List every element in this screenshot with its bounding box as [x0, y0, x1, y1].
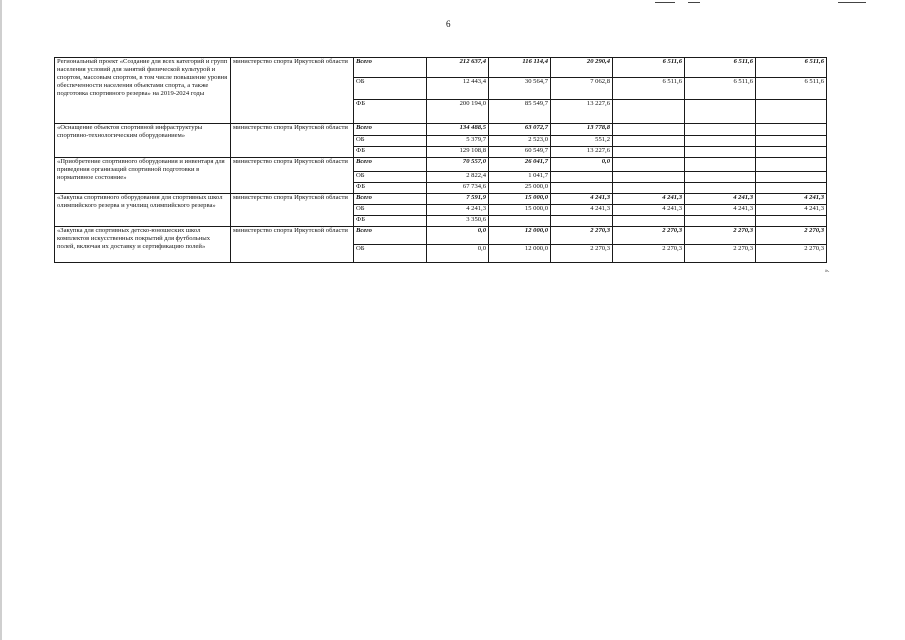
scan-mark — [655, 2, 675, 3]
executor-cell: министерство спорта Иркутской области — [231, 227, 354, 263]
amount-cell: 4 241,3 — [685, 194, 756, 205]
executor-cell: министерство спорта Иркутской области — [231, 58, 354, 124]
amount-cell: 212 637,4 — [427, 58, 489, 78]
amount-cell: 4 241,3 — [613, 205, 685, 216]
amount-cell: 5 379,7 — [427, 136, 489, 147]
amount-cell: 7 062,8 — [551, 78, 613, 100]
program-name-cell: «Приобретение спортивного оборудования и инвентаря для приведения организаций спортивной подготовки в нормативное состояние» — [55, 158, 231, 194]
funding-source-cell: ОБ — [354, 205, 427, 216]
amount-cell — [756, 124, 827, 136]
amount-cell — [613, 172, 685, 183]
amount-cell: 4 241,3 — [551, 205, 613, 216]
amount-cell: 0,0 — [427, 227, 489, 245]
amount-cell: 30 564,7 — [489, 78, 551, 100]
amount-cell: 12 000,0 — [489, 227, 551, 245]
amount-cell — [685, 216, 756, 227]
funding-source-cell: Всего — [354, 124, 427, 136]
amount-cell: 6 511,6 — [685, 58, 756, 78]
amount-cell: 6 511,6 — [756, 58, 827, 78]
table-row — [55, 124, 827, 136]
amount-cell — [756, 183, 827, 194]
table-row — [55, 158, 827, 172]
table-row — [55, 58, 827, 78]
amount-cell — [551, 183, 613, 194]
scan-mark — [838, 2, 866, 3]
amount-cell: 15 000,0 — [489, 205, 551, 216]
amount-cell: 0,0 — [427, 245, 489, 263]
amount-cell — [613, 158, 685, 172]
amount-cell — [685, 158, 756, 172]
amount-cell — [613, 183, 685, 194]
amount-cell: 2 270,3 — [613, 245, 685, 263]
amount-cell — [756, 172, 827, 183]
amount-cell: 60 549,7 — [489, 147, 551, 158]
amount-cell: 4 241,3 — [613, 194, 685, 205]
amount-cell — [685, 100, 756, 124]
executor-cell: министерство спорта Иркутской области — [231, 194, 354, 227]
amount-cell: 6 511,6 — [613, 58, 685, 78]
funding-source-cell: ФБ — [354, 147, 427, 158]
amount-cell: 13 227,6 — [551, 147, 613, 158]
amount-cell — [613, 136, 685, 147]
amount-cell — [685, 172, 756, 183]
funding-source-cell: ФБ — [354, 216, 427, 227]
scan-edge — [0, 0, 2, 640]
amount-cell: 4 241,3 — [551, 194, 613, 205]
amount-cell: 4 241,3 — [427, 205, 489, 216]
funding-source-cell: Всего — [354, 158, 427, 172]
executor-cell: министерство спорта Иркутской области — [231, 158, 354, 194]
amount-cell: 15 000,0 — [489, 194, 551, 205]
amount-cell: 2 270,3 — [756, 245, 827, 263]
program-name-cell: «Оснащение объектов спортивной инфраструктуры спортивно-технологическим оборудованием» — [55, 124, 231, 158]
table-row — [55, 227, 827, 245]
amount-cell: 0,0 — [551, 158, 613, 172]
program-name-cell: Региональный проект «Создание для всех категорий и групп населения условий для занятий физической культурой и спортом, массовым спортом, в том числе повышение уровня обеспеченности населения объектами спорта, а также подготовка спортивного резерва» на 2019-2024 годы — [55, 58, 231, 124]
amount-cell — [613, 216, 685, 227]
amount-cell: 2 270,3 — [551, 227, 613, 245]
amount-cell: 2 822,4 — [427, 172, 489, 183]
amount-cell: 67 734,6 — [427, 183, 489, 194]
amount-cell — [613, 100, 685, 124]
amount-cell — [551, 216, 613, 227]
funding-source-cell: Всего — [354, 227, 427, 245]
funding-source-cell: Всего — [354, 58, 427, 78]
funding-source-cell: ФБ — [354, 183, 427, 194]
amount-cell — [685, 124, 756, 136]
amount-cell — [756, 216, 827, 227]
amount-cell: 1 041,7 — [489, 172, 551, 183]
amount-cell: 2 270,3 — [551, 245, 613, 263]
amount-cell — [756, 147, 827, 158]
amount-cell: 4 241,3 — [685, 205, 756, 216]
program-name-cell: «Закупка для спортивных детско-юношеских школ комплектов искусственных покрытий для футбольных полей, включая их доставку и сертификацию полей» — [55, 227, 231, 263]
funding-source-cell: ОБ — [354, 245, 427, 263]
amount-cell: 116 114,4 — [489, 58, 551, 78]
executor-cell: министерство спорта Иркутской области — [231, 124, 354, 158]
amount-cell: 2 270,3 — [685, 245, 756, 263]
amount-cell: 4 241,3 — [756, 194, 827, 205]
funding-source-cell: ФБ — [354, 100, 427, 124]
amount-cell — [756, 100, 827, 124]
amount-cell: 551,2 — [551, 136, 613, 147]
amount-cell — [613, 147, 685, 158]
amount-cell: 26 041,7 — [489, 158, 551, 172]
amount-cell: 129 108,8 — [427, 147, 489, 158]
amount-cell — [685, 147, 756, 158]
funding-source-cell: ОБ — [354, 172, 427, 183]
amount-cell: 12 443,4 — [427, 78, 489, 100]
amount-cell: 70 557,0 — [427, 158, 489, 172]
amount-cell: 6 511,6 — [685, 78, 756, 100]
amount-cell: 13 227,6 — [551, 100, 613, 124]
funding-source-cell: ОБ — [354, 136, 427, 147]
amount-cell — [685, 183, 756, 194]
amount-cell: 2 270,3 — [613, 227, 685, 245]
trailing-mark: ». — [825, 268, 830, 274]
amount-cell — [613, 124, 685, 136]
amount-cell: 20 290,4 — [551, 58, 613, 78]
amount-cell — [489, 216, 551, 227]
table-row — [55, 194, 827, 205]
scan-mark — [688, 2, 700, 3]
amount-cell: 200 194,0 — [427, 100, 489, 124]
amount-cell: 85 549,7 — [489, 100, 551, 124]
amount-cell: 2 270,3 — [685, 227, 756, 245]
amount-cell: 2 523,0 — [489, 136, 551, 147]
amount-cell: 4 241,3 — [756, 205, 827, 216]
amount-cell: 134 488,5 — [427, 124, 489, 136]
amount-cell — [551, 172, 613, 183]
page-number: 6 — [446, 19, 451, 29]
program-name-cell: «Закупка спортивного оборудования для спортивных школ олимпийского резерва и училищ олимпийского резерва» — [55, 194, 231, 227]
amount-cell — [756, 136, 827, 147]
amount-cell: 25 000,0 — [489, 183, 551, 194]
funding-source-cell: ОБ — [354, 78, 427, 100]
amount-cell: 3 350,6 — [427, 216, 489, 227]
amount-cell: 2 270,3 — [756, 227, 827, 245]
amount-cell: 63 072,7 — [489, 124, 551, 136]
amount-cell: 12 000,0 — [489, 245, 551, 263]
amount-cell: 6 511,6 — [756, 78, 827, 100]
budget-table — [54, 57, 827, 263]
amount-cell — [756, 158, 827, 172]
funding-source-cell: Всего — [354, 194, 427, 205]
amount-cell: 6 511,6 — [613, 78, 685, 100]
amount-cell: 7 591,9 — [427, 194, 489, 205]
amount-cell — [685, 136, 756, 147]
amount-cell: 13 778,8 — [551, 124, 613, 136]
